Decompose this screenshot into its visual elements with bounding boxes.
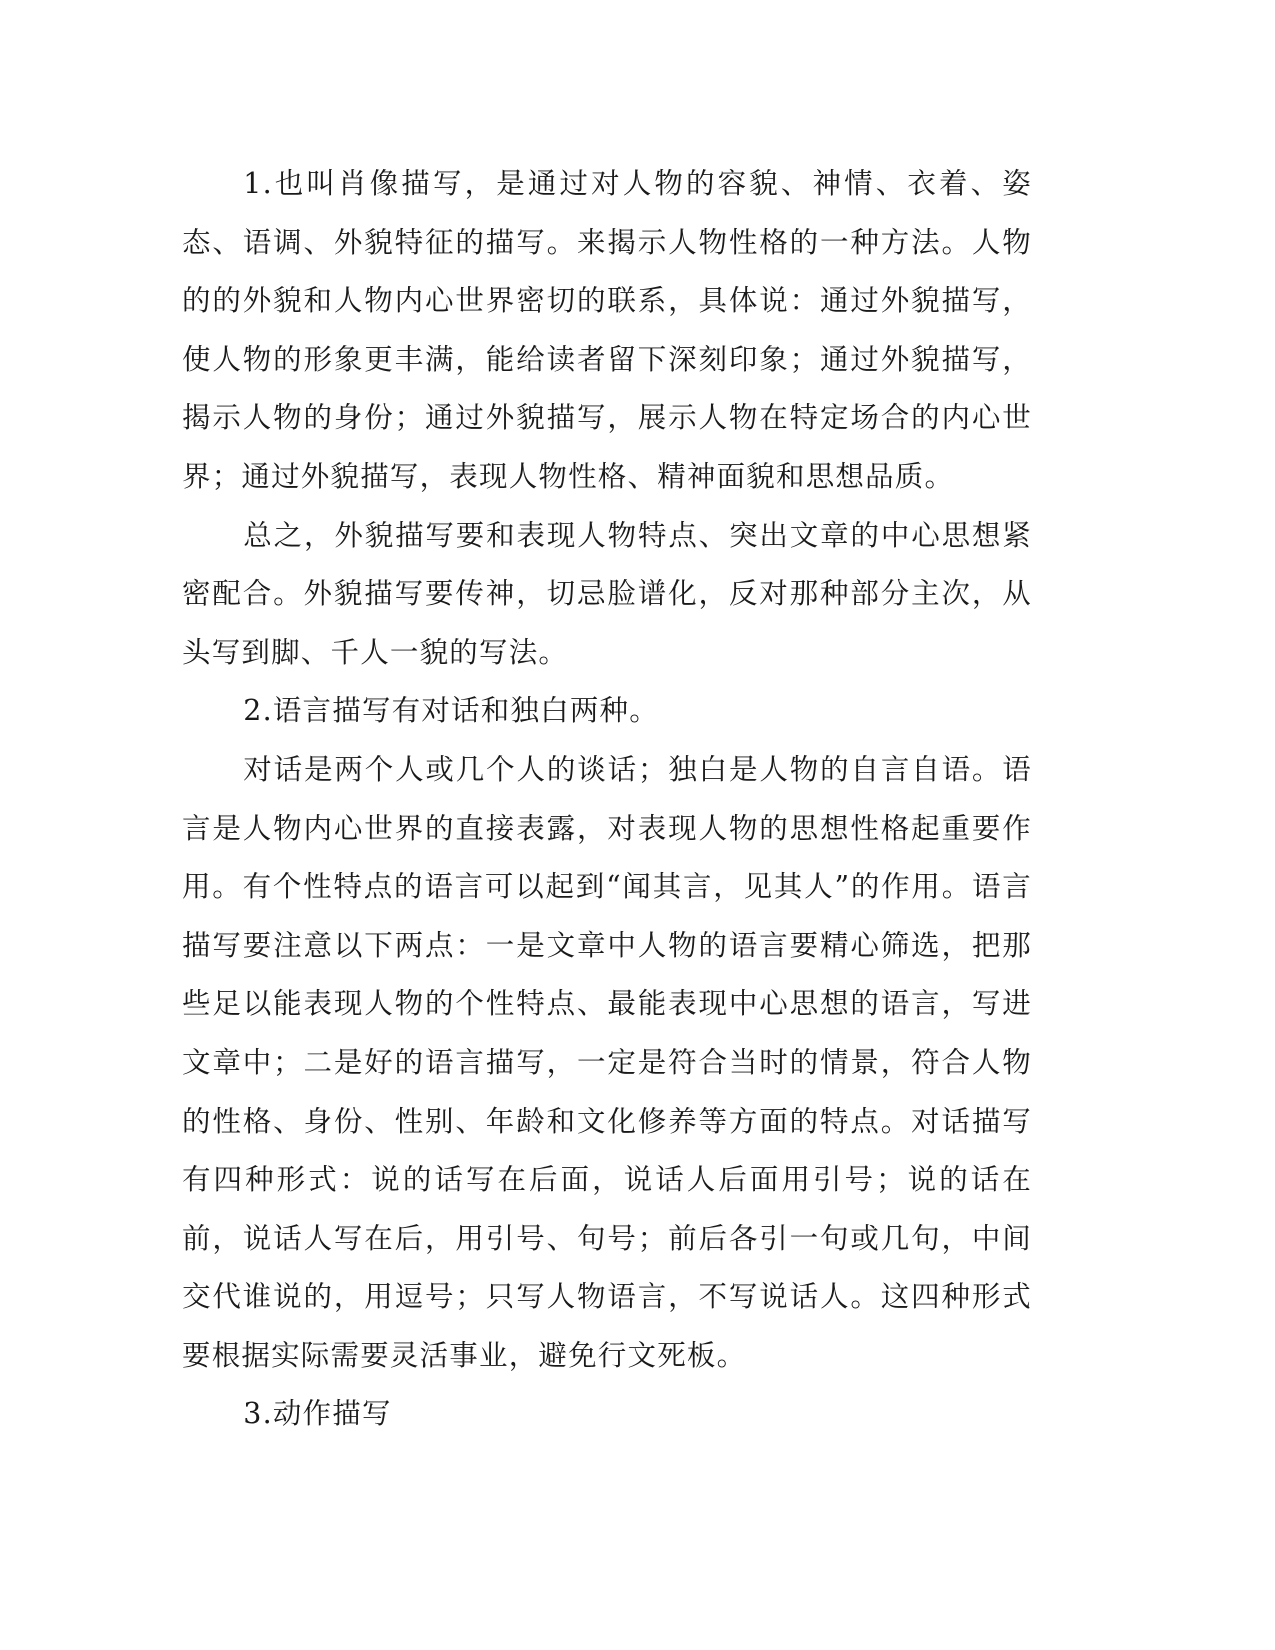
paragraph-language-heading: 2.语言描写有对话和独白两种。 (243, 694, 659, 728)
paragraph-appearance-summary: 总之，外貌描写要和表现人物特点、突出文章的中心思想紧密配合。外貌描写要传神，切忌脸谱化，反对那种部分主次，从头写到脚、千人一貌的写法。 (182, 518, 1032, 669)
paragraph-action-heading: 3.动作描写 (243, 1397, 392, 1431)
document-body (182, 155, 1032, 1444)
paragraph-dialogue-description: 对话是两个人或几个人的谈话；独白是人物的自言自语。语言是人物内心世界的直接表露，对表现人物的思想性格起重要作用。有个性特点的语言可以起到“闻其言，见其人”的作用。语言描写要注意以下两点：一是文章中人物的语言要精心筛选，把那些足以能表现人物的个性特点、最能表现中心思想的语言，写进文章中；二是好的语言描写，一定是符合当时的情景，符合人物的性格、身份、性别、年龄和文化修养等方面的特点。对话描写有四种形式：说的话写在后面，说话人后面用引号；说的话在前，说话人写在后，用引号、句号；前后各引一句或几句，中间交代谁说的，用逗号；只写人物语言，不写说话人。这四种形式要根据实际需要灵活事业，避免行文死板。 (182, 752, 1032, 1372)
paragraph-appearance-description: 1.也叫肖像描写，是通过对人物的容貌、神情、衣着、姿态、语调、外貌特征的描写。来揭示人物性格的一种方法。人物的的外貌和人物内心世界密切的联系，具体说：通过外貌描写，使人物的形象更丰满，能给读者留下深刻印象；通过外貌描写，揭示人物的身份；通过外貌描写，展示人物在特定场合的内心世界；通过外貌描写，表现人物性格、精神面貌和思想品质。 (182, 167, 1032, 493)
